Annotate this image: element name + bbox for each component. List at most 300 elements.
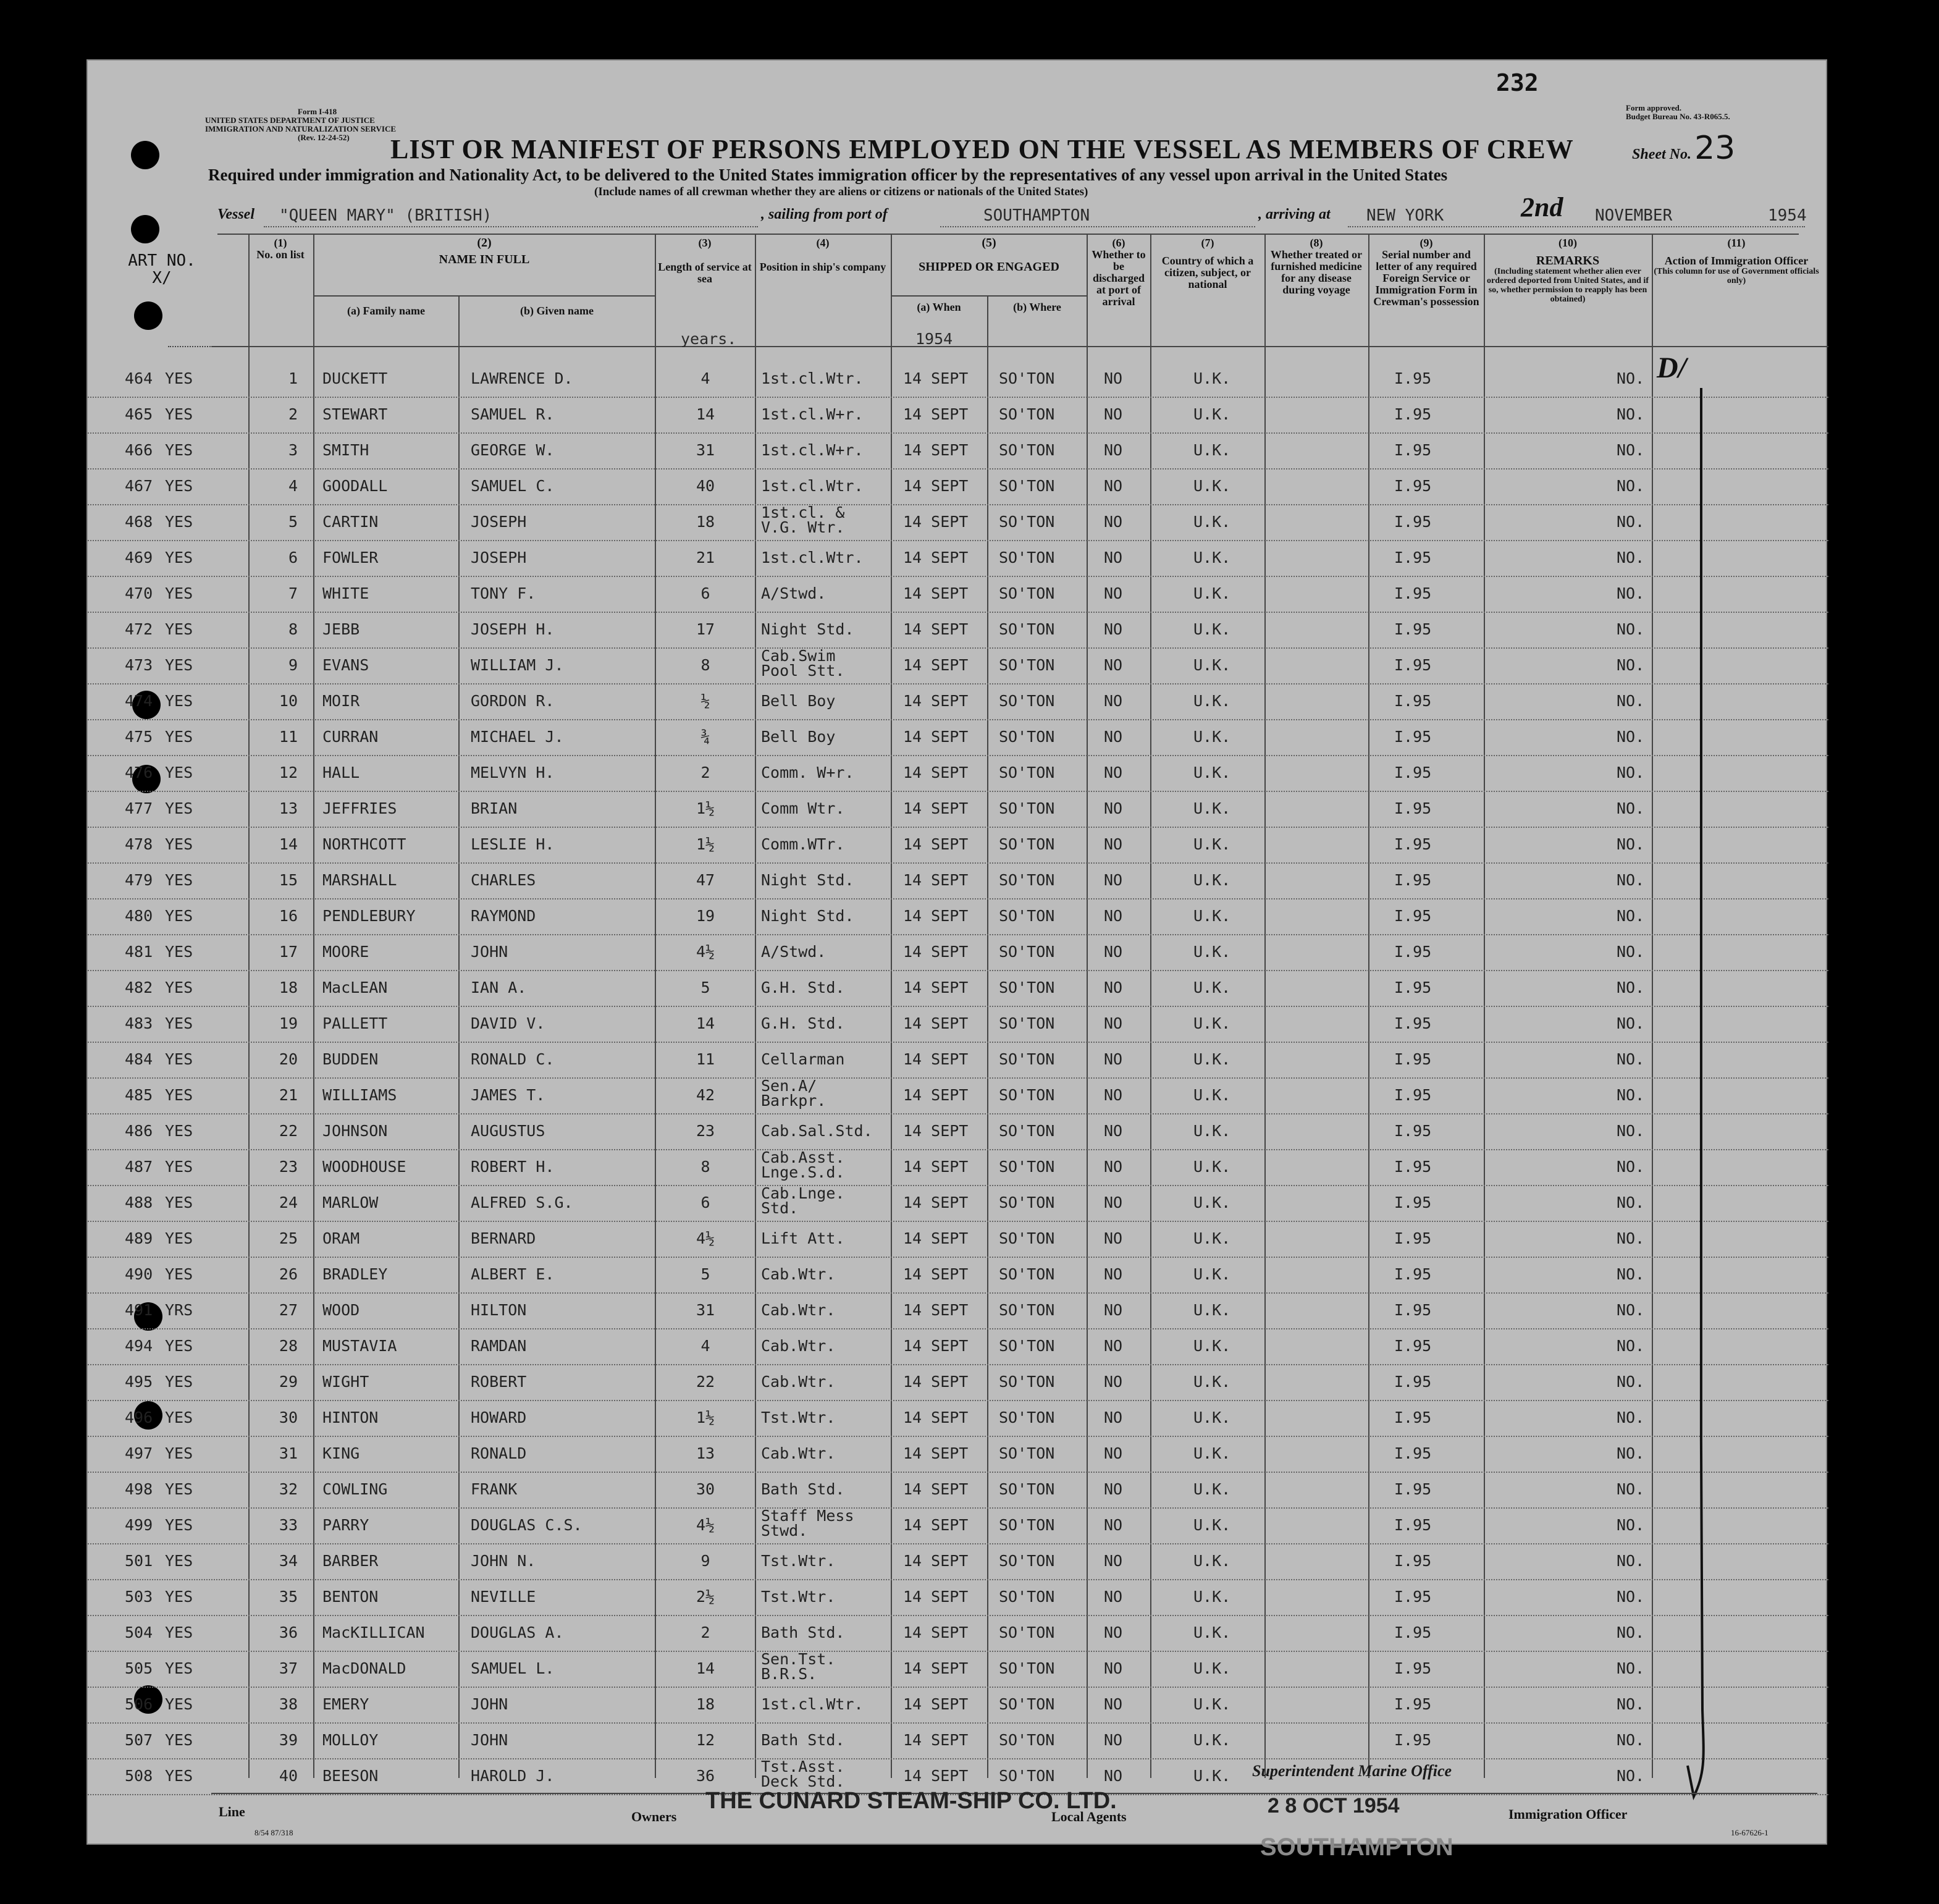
crew-where: SO'TON [999,1695,1055,1713]
vessel-label: Vessel [217,206,254,222]
crew-country: U.K. [1193,1373,1231,1391]
crew-where: SO'TON [999,549,1055,567]
crew-discharge: NO [1104,1014,1123,1032]
crew-when: 14 SEPT [903,943,969,961]
crew-family: MOLLOY [322,1731,379,1749]
crew-discharge: NO [1104,1265,1123,1283]
crew-where: SO'TON [999,1337,1055,1355]
crew-where: SO'TON [999,728,1055,746]
crew-position: 1st.cl.W+r. [761,405,864,423]
crew-where: SO'TON [999,1373,1055,1391]
crew-given: HOWARD [471,1409,527,1426]
crew-discharge: NO [1104,1301,1123,1319]
crew-discharge: NO [1104,1229,1123,1247]
crew-no: 22 [279,1122,298,1140]
crew-discharge: NO [1104,549,1123,567]
crew-given: JOHN [471,943,508,961]
crew-family: MARLOW [322,1194,379,1211]
crew-given: BERNARD [471,1229,536,1247]
crew-art: 483 [125,1014,153,1032]
crew-remarks: NO. [1617,584,1645,602]
crew-remarks: NO. [1617,1014,1645,1032]
crew-form: I.95 [1394,1516,1432,1534]
crew-when: 14 SEPT [903,799,969,817]
crew-given: ROBERT H. [471,1158,555,1176]
crew-remarks: NO. [1617,1480,1645,1498]
crew-discharge: NO [1104,943,1123,961]
crew-family: MUSTAVIA [322,1337,397,1355]
crew-row [88,504,1828,541]
crew-row [88,1257,1828,1294]
art-number-header: ART NO. X/ [128,251,196,287]
crew-when: 14 SEPT [903,1194,969,1211]
crew-family: PARRY [322,1516,369,1534]
crew-position: Cab.Wtr. [761,1444,836,1462]
crew-position: Cab.Swim Pool Stt. [761,647,845,680]
budget-bureau-line: Budget Bureau No. 43-R065.5. [1626,112,1730,121]
crew-given: TONY F. [471,584,536,602]
column-4-header: (4) Position in ship's company [759,237,886,273]
crew-when: 14 SEPT [903,477,969,495]
crew-country: U.K. [1193,477,1231,495]
crew-when: 14 SEPT [903,1731,969,1749]
crew-art: 478 [125,835,153,853]
crew-remarks: NO. [1617,441,1645,459]
crew-no: 9 [288,656,298,674]
crew-discharge: NO [1104,1480,1123,1498]
crew-service: 30 [696,1480,715,1498]
crew-discharge: NO [1104,979,1123,996]
crew-yes: YES [165,513,193,531]
crew-remarks: NO. [1617,764,1645,781]
crew-yes: YES [165,620,193,638]
crew-form: I.95 [1394,692,1432,710]
crew-country: U.K. [1193,1731,1231,1749]
crew-position: Staff Mess Stwd. [761,1507,854,1540]
crew-when: 14 SEPT [903,1516,969,1534]
crew-discharge: NO [1104,799,1123,817]
crew-family: PENDLEBURY [322,907,416,925]
crew-service: 2 [700,1624,710,1641]
crew-position: Tst.Wtr. [761,1588,836,1606]
crew-no: 14 [279,835,298,853]
crew-service: 23 [696,1122,715,1140]
crew-remarks: NO. [1617,799,1645,817]
crew-art: 498 [125,1480,153,1498]
officer-initials: D/ [1657,352,1686,384]
crew-service: 4½ [696,1229,715,1247]
crew-country: U.K. [1193,799,1231,817]
crew-position: Comm Wtr. [761,799,845,817]
crew-when: 14 SEPT [903,1767,969,1785]
crew-discharge: NO [1104,1122,1123,1140]
crew-remarks: NO. [1617,1086,1645,1104]
crew-row [88,468,1828,505]
crew-discharge: NO [1104,1624,1123,1641]
crew-service: 5 [700,979,710,996]
crew-when: 14 SEPT [903,656,969,674]
crew-no: 15 [279,871,298,889]
punch-hole [134,301,162,330]
service-name: IMMIGRATION AND NATURALIZATION SERVICE [205,124,397,133]
crew-given: JOSEPH H. [471,620,555,638]
crew-service: 31 [696,1301,715,1319]
crew-given: RONALD [471,1444,527,1462]
crew-where: SO'TON [999,1588,1055,1606]
crew-no: 5 [288,513,298,531]
crew-family: COWLING [322,1480,388,1498]
crew-no: 2 [288,405,298,423]
where-header: (b) Where [1013,301,1061,313]
crew-row [88,898,1828,935]
crew-row [88,719,1828,756]
crew-no: 18 [279,979,298,996]
crew-country: U.K. [1193,549,1231,567]
crew-country: U.K. [1193,979,1231,996]
crew-where: SO'TON [999,1194,1055,1211]
crew-position: Comm. W+r. [761,764,854,781]
crew-service: 22 [696,1373,715,1391]
crew-yes: YES [165,656,193,674]
crew-when: 14 SEPT [903,549,969,567]
crew-country: U.K. [1193,692,1231,710]
crew-remarks: NO. [1617,1552,1645,1570]
crew-form: I.95 [1394,1194,1432,1211]
crew-given: JOSEPH [471,549,527,567]
crew-form: I.95 [1394,513,1432,531]
crew-country: U.K. [1193,1158,1231,1176]
crew-country: U.K. [1193,835,1231,853]
crew-no: 19 [279,1014,298,1032]
crew-yes: YES [165,1659,193,1677]
crew-row [88,1149,1828,1186]
crew-service: 8 [700,1158,710,1176]
crew-row [88,1221,1828,1258]
crew-given: DAVID V. [471,1014,545,1032]
crew-row [88,612,1828,649]
crew-form: I.95 [1394,907,1432,925]
crew-when: 14 SEPT [903,1624,969,1641]
crew-yes: YES [165,369,193,387]
crew-country: U.K. [1193,1229,1231,1247]
crew-yes: YES [165,1480,193,1498]
crew-no: 30 [279,1409,298,1426]
service-unit: years. [681,330,737,348]
crew-art: 466 [125,441,153,459]
crew-country: U.K. [1193,871,1231,889]
crew-art: 495 [125,1373,153,1391]
department-name: UNITED STATES DEPARTMENT OF JUSTICE [205,116,375,125]
form-revision: (Rev. 12-24-52) [298,133,350,142]
column-6-header: (6) Whether to be discharged at port of arrival [1091,237,1146,308]
crew-service: 6 [700,1194,710,1211]
crew-where: SO'TON [999,1659,1055,1677]
crew-no: 12 [279,764,298,781]
crew-art: 505 [125,1659,153,1677]
crew-position: 1st.cl.W+r. [761,441,864,459]
crew-when: 14 SEPT [903,764,969,781]
crew-row [88,1185,1828,1222]
crew-form: I.95 [1394,1695,1432,1713]
crew-yes: YES [165,549,193,567]
crew-form: I.95 [1394,405,1432,423]
crew-family: EMERY [322,1695,369,1713]
crew-where: SO'TON [999,1480,1055,1498]
when-year: 1954 [915,330,953,348]
crew-service: 2½ [696,1588,715,1606]
crew-given: DOUGLAS C.S. [471,1516,583,1534]
crew-row [88,576,1828,613]
crew-remarks: NO. [1617,1373,1645,1391]
crew-given: HILTON [471,1301,527,1319]
crew-given: AUGUSTUS [471,1122,545,1140]
crew-discharge: NO [1104,728,1123,746]
crew-family: CARTIN [322,513,379,531]
crew-when: 14 SEPT [903,1588,969,1606]
crew-where: SO'TON [999,1086,1055,1104]
crew-yes: YES [165,1624,193,1641]
crew-service: 47 [696,871,715,889]
crew-where: SO'TON [999,369,1055,387]
crew-given: JOHN [471,1731,508,1749]
crew-discharge: NO [1104,477,1123,495]
crew-country: U.K. [1193,1624,1231,1641]
crew-family: MacKILLICAN [322,1624,425,1641]
crew-position: 1st.cl.Wtr. [761,1695,864,1713]
crew-yes: YES [165,979,193,996]
crew-position: Bath Std. [761,1480,845,1498]
column-10-header: (10) REMARKS (Including statement whether alien ever ordered deported from United States, and if so, whether permission to reapply has been obtained) [1487,237,1649,304]
owners-label: Owners [631,1809,677,1824]
crew-remarks: NO. [1617,1158,1645,1176]
crew-art: 507 [125,1731,153,1749]
crew-country: U.K. [1193,1122,1231,1140]
crew-row [88,540,1828,577]
crew-art: 484 [125,1050,153,1068]
crew-discharge: NO [1104,871,1123,889]
sheet-number: 23 [1694,130,1736,167]
crew-no: 11 [279,728,298,746]
crew-art: 473 [125,656,153,674]
crew-yes: YES [165,1552,193,1570]
crew-family: BARBER [322,1552,379,1570]
crew-yes: YES [165,1695,193,1713]
crew-given: ALFRED S.G. [471,1194,573,1211]
crew-country: U.K. [1193,1659,1231,1677]
include-note: (Include names of all crewman whether they are aliens or citizens or nationals of the United States) [594,185,1088,198]
local-agents-label: Local Agents [1051,1809,1127,1824]
page-number: 232 [1496,69,1539,96]
crew-when: 14 SEPT [903,441,969,459]
family-name-header: (a) Family name [347,305,425,317]
crew-when: 14 SEPT [903,1050,969,1068]
crew-art: 465 [125,405,153,423]
crew-when: 14 SEPT [903,1337,969,1355]
crew-given: SAMUEL L. [471,1659,555,1677]
crew-yes: YES [165,1444,193,1462]
crew-art: 487 [125,1158,153,1176]
crew-when: 14 SEPT [903,584,969,602]
crew-form: I.95 [1394,1480,1432,1498]
crew-remarks: NO. [1617,692,1645,710]
crew-position: Cab.Asst. Lnge.S.d. [761,1148,845,1181]
crew-where: SO'TON [999,656,1055,674]
immigration-officer-label: Immigration Officer [1508,1806,1628,1822]
crew-no: 10 [279,692,298,710]
crew-discharge: NO [1104,1552,1123,1570]
crew-position: G.H. Std. [761,979,845,996]
crew-country: U.K. [1193,1444,1231,1462]
arrival-month: NOVEMBER [1595,206,1673,225]
crew-no: 40 [279,1767,298,1785]
crew-family: STEWART [322,405,388,423]
crew-country: U.K. [1193,943,1231,961]
crew-family: BUDDEN [322,1050,379,1068]
crew-form: I.95 [1394,764,1432,781]
crew-row [88,1651,1828,1688]
crew-where: SO'TON [999,1767,1055,1785]
crew-when: 14 SEPT [903,728,969,746]
crew-no: 1 [288,369,298,387]
crew-yes: YES [165,584,193,602]
crew-family: PALLETT [322,1014,388,1032]
southampton-stamp: SOUTHAMPTON [1260,1834,1453,1861]
crew-when: 14 SEPT [903,1122,969,1140]
column-1-header: (1) No. on list [256,237,305,261]
crew-yes: YES [165,441,193,459]
crew-given: SAMUEL R. [471,405,555,423]
crew-position: 1st.cl.Wtr. [761,369,864,387]
crew-form: I.95 [1394,728,1432,746]
crew-form: I.95 [1394,1552,1432,1570]
crew-where: SO'TON [999,477,1055,495]
crew-family: GOODALL [322,477,388,495]
crew-where: SO'TON [999,692,1055,710]
crew-when: 14 SEPT [903,1552,969,1570]
crew-country: U.K. [1193,584,1231,602]
arrival-year: 1954 [1768,206,1807,225]
crew-no: 17 [279,943,298,961]
crew-country: U.K. [1193,907,1231,925]
crew-where: SO'TON [999,620,1055,638]
crew-when: 14 SEPT [903,1373,969,1391]
approval-line: Form approved. [1626,103,1682,112]
crew-row [88,1328,1828,1365]
crew-service: 31 [696,441,715,459]
crew-service: 14 [696,1659,715,1677]
crew-service: 4 [700,1337,710,1355]
crew-position: Bell Boy [761,692,836,710]
crew-given: LESLIE H. [471,835,555,853]
crew-position: 1st.cl.Wtr. [761,477,864,495]
crew-country: U.K. [1193,1767,1231,1785]
column-7-header: (7) Country of which a citizen, subject, or national [1161,237,1254,290]
crew-yes: YES [165,871,193,889]
crew-position: Cab.Sal.Std. [761,1122,873,1140]
crew-art: 468 [125,513,153,531]
crew-where: SO'TON [999,1552,1055,1570]
arrival-port: NEW YORK [1366,206,1444,225]
crew-where: SO'TON [999,907,1055,925]
crew-family: FOWLER [322,549,379,567]
crew-where: SO'TON [999,1122,1055,1140]
crew-row [88,1615,1828,1652]
column-8-header: (8) Whether treated or furnished medicine for any disease during voyage [1270,237,1363,296]
crew-discharge: NO [1104,907,1123,925]
crew-service: 4½ [696,943,715,961]
crew-given: MICHAEL J. [471,728,564,746]
crew-form: I.95 [1394,1373,1432,1391]
crew-country: U.K. [1193,1409,1231,1426]
crew-where: SO'TON [999,799,1055,817]
crew-service: 36 [696,1767,715,1785]
crew-country: U.K. [1193,1050,1231,1068]
crew-country: U.K. [1193,656,1231,674]
crew-no: 8 [288,620,298,638]
print-code: 8/54 87/318 [254,1828,293,1837]
crew-country: U.K. [1193,1552,1231,1570]
crew-yes: YES [165,1050,193,1068]
crew-position: Tst.Wtr. [761,1552,836,1570]
crew-art: 501 [125,1552,153,1570]
crew-remarks: NO. [1617,1122,1645,1140]
crew-where: SO'TON [999,513,1055,531]
crew-position: Cab.Lnge. Std. [761,1184,845,1217]
crew-given: JOHN [471,1695,508,1713]
crew-art: 494 [125,1337,153,1355]
crew-where: SO'TON [999,1624,1055,1641]
crew-no: 28 [279,1337,298,1355]
crew-remarks: NO. [1617,1624,1645,1641]
crew-position: Night Std. [761,871,854,889]
crew-given: GORDON R. [471,692,555,710]
crew-form: I.95 [1394,1731,1432,1749]
crew-no: 23 [279,1158,298,1176]
crew-family: HALL [322,764,360,781]
crew-no: 16 [279,907,298,925]
crew-art: 481 [125,943,153,961]
crew-discharge: NO [1104,584,1123,602]
crew-discharge: NO [1104,1373,1123,1391]
crew-when: 14 SEPT [903,1086,969,1104]
crew-remarks: NO. [1617,656,1645,674]
crew-where: SO'TON [999,871,1055,889]
crew-given: JAMES T. [471,1086,545,1104]
crew-service: 18 [696,513,715,531]
form-code: 16-67626-1 [1731,1828,1769,1837]
crew-discharge: NO [1104,1767,1123,1785]
crew-art: 489 [125,1229,153,1247]
column-3-header: (3) Length of service at sea [658,237,752,285]
crew-no: 35 [279,1588,298,1606]
crew-given: SAMUEL C. [471,477,555,495]
crew-discharge: NO [1104,656,1123,674]
crew-remarks: NO. [1617,1337,1645,1355]
crew-where: SO'TON [999,405,1055,423]
crew-where: SO'TON [999,584,1055,602]
crew-no: 26 [279,1265,298,1283]
crew-remarks: NO. [1617,369,1645,387]
crew-service: 8 [700,656,710,674]
sheet-number-label: Sheet No. [1632,146,1691,162]
crew-discharge: NO [1104,1731,1123,1749]
crew-form: I.95 [1394,620,1432,638]
crew-yes: YES [165,907,193,925]
crew-service: 2 [700,764,710,781]
crew-when: 14 SEPT [903,1659,969,1677]
crew-art: 475 [125,728,153,746]
crew-family: ORAM [322,1229,360,1247]
